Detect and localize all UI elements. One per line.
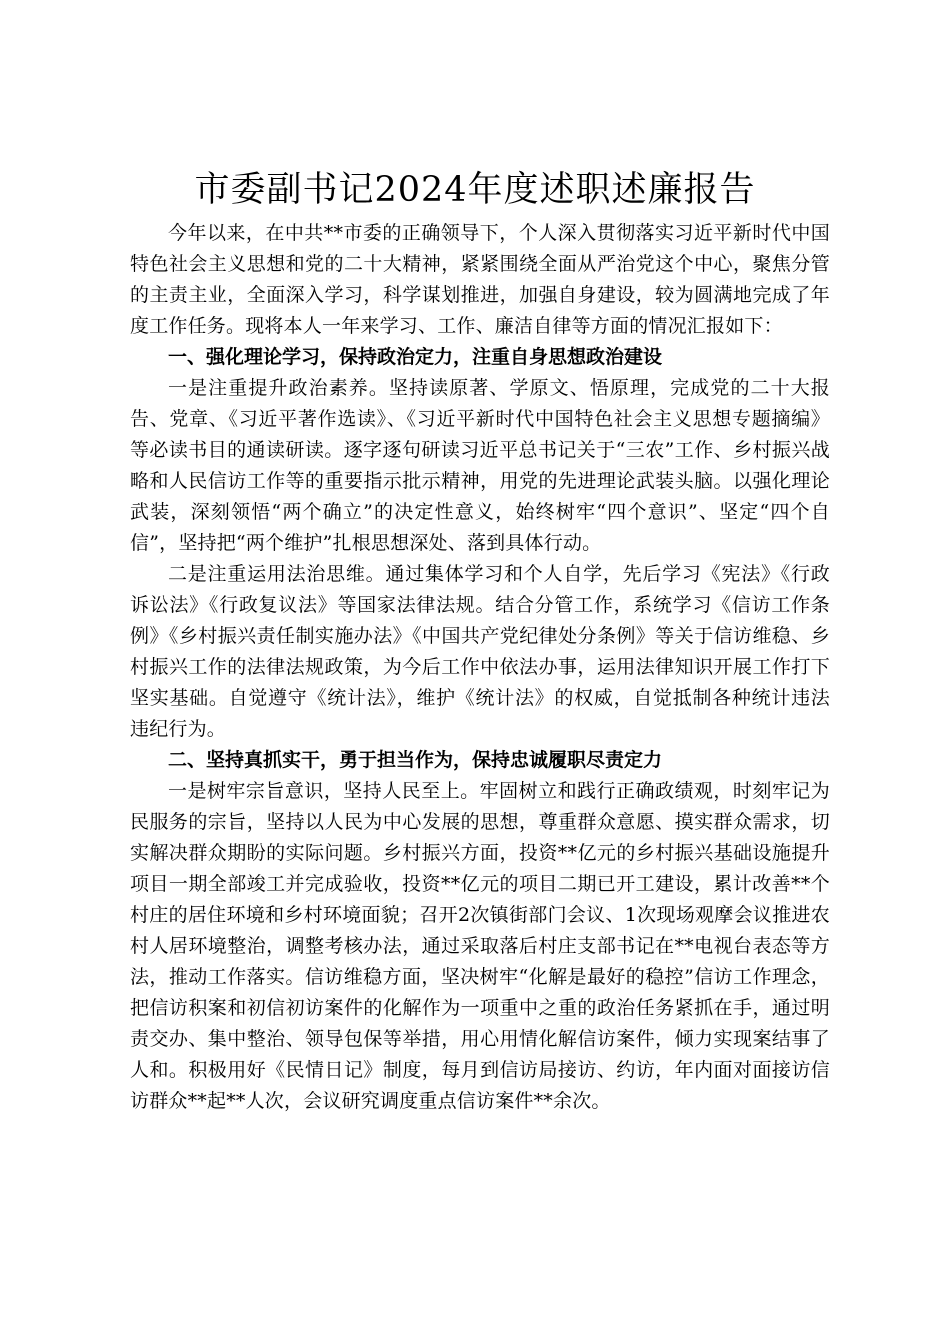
paragraph: 二是注重运用法治思维。通过集体学习和个人自学，先后学习《宪法》《行政诉讼法》《行政复议法》等国家法律法规。结合分管工作，系统学习《信访工作条例》《乡村振兴责任制实施办法》《中国共产党纪律处分条例》等关于信访维稳、乡村振兴工作的法律法规政策，为今后工作中依法办事，运用法律知识开展工作打下坚实基础。自觉遵守《统计法》，维护《统计法》的权威，自觉抵制各种统计违法违纪行为。 xyxy=(130,563,830,740)
paragraph: 一是注重提升政治素养。坚持读原著、学原文、悟原理，完成党的二十大报告、党章、《习近平著作选读》、《习近平新时代中国特色社会主义思想专题摘编》等必读书目的通读研读。逐字逐句研读习近平总书记关于“三农”工作、乡村振兴战略和人民信访工作等的重要指示批示精神，用党的先进理论武装头脑。以强化理论武装，深刻领悟“两个确立”的决定性意义，始终树牢“四个意识”、坚定“四个自信”，坚持把“两个维护”扎根思想深处、落到具体行动。 xyxy=(130,377,830,554)
section-heading-2: 二、坚持真抓实干，勇于担当作为，保持忠诚履职尽责定力 xyxy=(168,749,663,771)
section-heading-1: 一、强化理论学习，保持政治定力，注重自身思想政治建设 xyxy=(168,346,663,368)
paragraph: 一是树牢宗旨意识，坚持人民至上。牢固树立和践行正确政绩观，时刻牢记为民服务的宗旨，坚持以人民为中心发展的思想，尊重群众意愿、摸实群众需求，切实解决群众期盼的实际问题。乡村振兴方面，投资**亿元的乡村振兴基础设施提升项目一期全部竣工并完成验收，投资**亿元的项目二期已开工建设，累计改善**个村庄的居住环境和乡村环境面貌；召开2次镇街部门会议、1次现场观摩会议推进农村人居环境整治，调整考核办法，通过采取落后村庄支部书记在**电视台表态等方法，推动工作落实。信访维稳方面，坚决树牢“化解是最好的稳控”信访工作理念，把信访积案和初信初访案件的化解作为一项重中之重的政治任务紧抓在手，通过明责交办、集中整治、领导包保等举措，用心用情化解信访案件，倾力实现案结事了人和。积极用好《民情日记》制度，每月到信访局接访、约访，年内面对面接访信访群众**起**人次，会议研究调度重点信访案件**余次。 xyxy=(130,780,830,1112)
intro-paragraph: 今年以来，在中共**市委的正确领导下，个人深入贯彻落实习近平新时代中国特色社会主义思想和党的二十大精神，紧紧围绕全面从严治党这个中心，聚焦分管的主责主业，全面深入学习，科学谋划推进，加强自身建设，较为圆满地完成了年度工作任务。现将本人一年来学习、工作、廉洁自律等方面的情况汇报如下： xyxy=(130,222,830,337)
document-title: 市委副书记2024年度述职述廉报告 xyxy=(194,170,756,210)
document-body xyxy=(130,218,830,1117)
